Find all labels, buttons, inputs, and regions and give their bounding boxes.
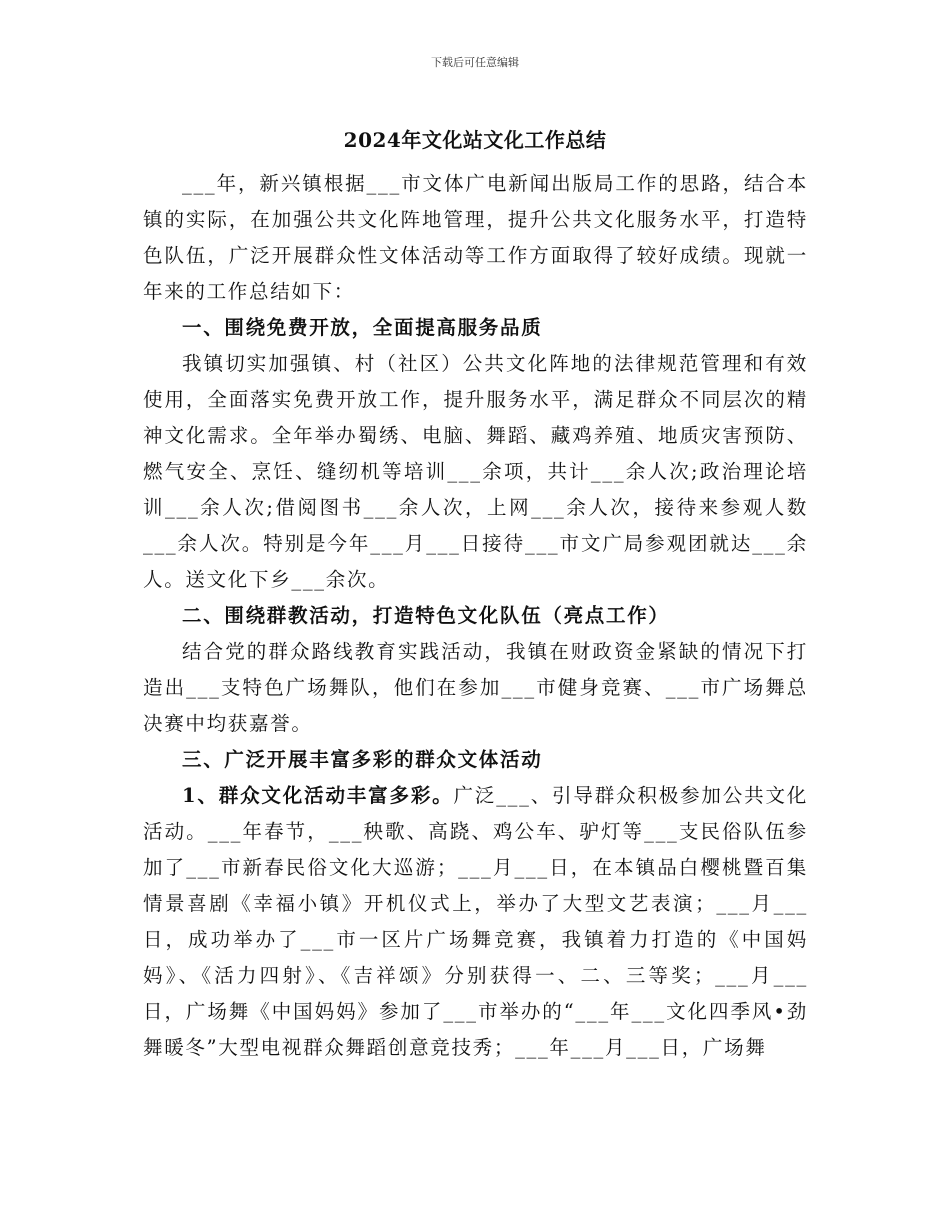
section-3-item-1-lead: 1、群众文化活动丰富多彩。 xyxy=(182,784,454,807)
section-3-heading: 三、广泛开展丰富多彩的群众文体活动 xyxy=(182,748,543,771)
section-3-item-1-text: 广泛___、引导群众积极参加公共文化活动。___年春节，___秧歌、高跷、鸡公车、驴灯等___支民俗队伍参加了___市新春民俗文化大巡游；___月___日，在本镇品白樱桃暨百集情景喜剧《幸福小镇》开机仪式上，举办了大型文艺表演；___月___日，成功举办了___市一区片广场舞竞赛，我镇着力打造的《中国妈妈》、《活力四射》、《吉祥颂》分别获得一、二、三等奖；___月___日，广场舞《中国妈妈》参加了___市举办的“___年___文化四季风•劲舞暖冬”大型电视群众舞蹈创意竞技秀；___年___月___日，广场舞 xyxy=(143,784,808,1059)
section-1-heading: 一、围绕免费开放，全面提高服务品质 xyxy=(182,316,543,339)
section-1-paragraph: 我镇切实加强镇、村（社区）公共文化阵地的法律规范管理和有效使用，全面落实免费开放工作，提升服务水平，满足群众不同层次的精神文化需求。全年举办蜀绣、电脑、舞蹈、藏鸡养殖、地质灾害预防、燃气安全、烹饪、缝纫机等培训___余项，共计___余人次;政治理论培训___余人次;借阅图书___余人次，上网___余人次，接待来参观人数___余人次。特别是今年___月___日接待___市文广局参观团就达___余人。送文化下乡___余次。 xyxy=(143,352,808,591)
document-title: 2024年文化站文化工作总结 xyxy=(343,128,607,152)
section-3-item-1-paragraph xyxy=(143,778,808,1066)
section-2-paragraph: 结合党的群众路线教育实践活动，我镇在财政资金紧缺的情况下打造出___支特色广场舞队，他们在参加___市健身竞赛、___市广场舞总决赛中均获嘉誉。 xyxy=(143,640,808,735)
document-body xyxy=(143,166,808,1066)
section-2-heading: 二、围绕群教活动，打造特色文化队伍（亮点工作） xyxy=(182,604,670,627)
header-note: 下载后可任意编辑 xyxy=(431,56,519,69)
intro-paragraph: ___年，新兴镇根据___市文体广电新闻出版局工作的思路，结合本镇的实际，在加强公共文化阵地管理，提升公共文化服务水平，打造特色队伍，广泛开展群众性文体活动等工作方面取得了较好成绩。现就一年来的工作总结如下： xyxy=(143,172,808,303)
